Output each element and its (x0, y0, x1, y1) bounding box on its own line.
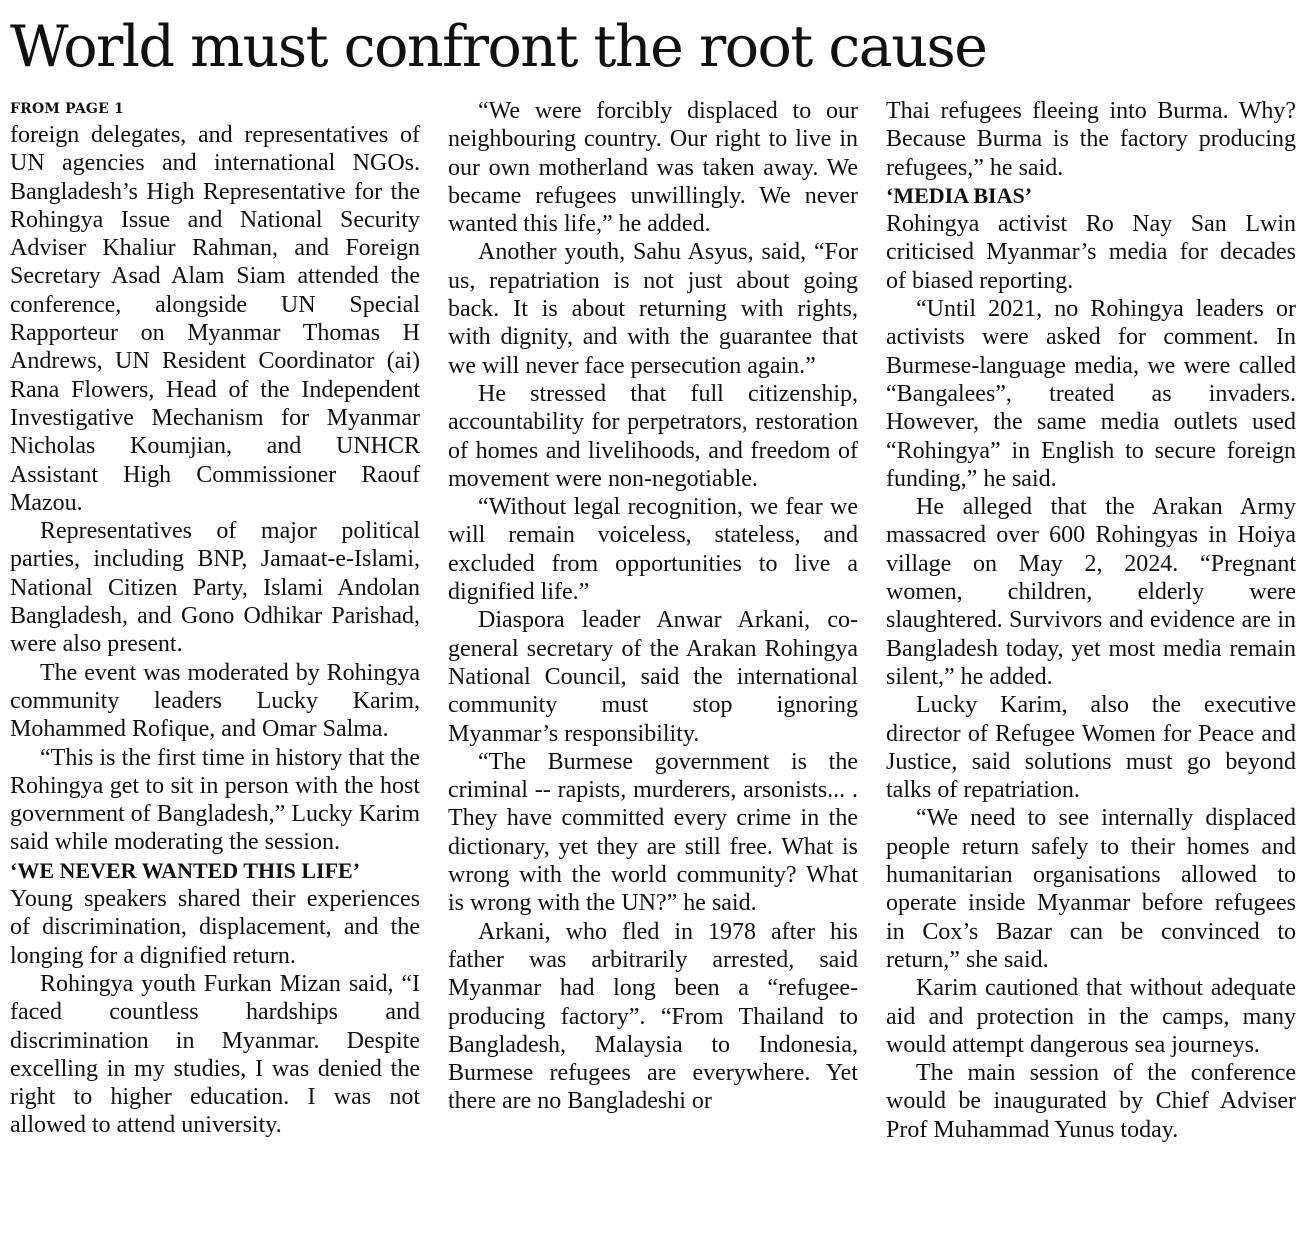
paragraph: Arkani, who fled in 1978 after his father was arbitrarily arrested, said Myanmar had long been a “refugee-producing factory”. “From Thailand to Bangladesh, Malaysia to Indonesia, Burmese refugees are everywhere. Yet there are no Bangladeshi or (448, 918, 858, 1115)
paragraph: The event was moderated by Rohingya community leaders Lucky Karim, Mohammed Rofique, and Omar Salma. (10, 659, 420, 743)
article-column-3 (886, 97, 1296, 1144)
paragraph: Karim cautioned that without adequate aid and protection in the camps, many would attempt dangerous sea journeys. (886, 975, 1296, 1058)
subheading: ‘WE NEVER WANTED THIS LIFE’ (10, 857, 361, 883)
paragraph: “We were forcibly displaced to our neighbouring country. Our right to live in our own motherland was taken away. We became refugees unwillingly. We never wanted this life,” he added. (448, 98, 858, 238)
headline: World must confront the root cause (10, 14, 987, 80)
paragraph: The main session of the conference would be inaugurated by Chief Adviser Prof Muhammad Yunus today. (886, 1060, 1296, 1143)
paragraph: “We need to see internally displaced people return safely to their homes and humanitarian organisations allowed to operate inside Myanmar before refugees in Cox’s Bazar can be convinced to return,” she said. (886, 805, 1296, 973)
continuation-kicker: FROM PAGE 1 (10, 101, 124, 117)
paragraph: Another youth, Sahu Asyus, said, “For us, repatriation is not just about going back. It is about returning with rights, with dignity, and with the guarantee that we will never face persecution again.” (448, 239, 858, 379)
paragraph: He alleged that the Arakan Army massacred over 600 Rohingyas in Hoiya village on May 2, 2024. “Pregnant women, children, elderly were slaughtered. Survivors and evidence are in Bangladesh today, yet most media remain silent,” he added. (886, 494, 1296, 690)
article-column-2 (448, 97, 858, 1116)
paragraph: Diaspora leader Anwar Arkani, co-general secretary of the Arakan Rohingya National Council, said the international community must stop ignoring Myanmar’s responsibility. (448, 607, 858, 747)
subheading: ‘MEDIA BIAS’ (886, 182, 1033, 208)
paragraph: Thai refugees fleeing into Burma. Why? Because Burma is the factory producing refugees,” he said. (886, 98, 1296, 181)
paragraph: “The Burmese government is the criminal -- rapists, murderers, arsonists... . They have committed every crime in the dictionary, yet they are still free. What is wrong with the world community? What is wrong with the UN?” he said. (448, 748, 858, 917)
paragraph: Young speakers shared their experiences of discrimination, displacement, and the longing for a dignified return. (10, 886, 420, 969)
paragraph: “Without legal recognition, we fear we will remain voiceless, stateless, and excluded from opportunities to live a dignified life.” (448, 494, 858, 606)
paragraph: Rohingya youth Furkan Mizan said, “I faced countless hardships and discrimination in Myanmar. Despite excelling in my studies, I was denied the right to higher education. I was not allowed to attend university. (10, 970, 420, 1139)
paragraph: foreign delegates, and representatives of UN agencies and international NGOs. Bangladesh’s High Representative for the Rohingya Issue and National Security Adviser Khaliur Rahman, and Foreign Secretary Asad Alam Siam attended the conference, alongside UN Special Rapporteur on Myanmar Thomas H Andrews, UN Resident Coordinator (ai) Rana Flowers, Head of the Independent Investigative Mechanism for Myanmar Nicholas Koumjian, and UNHCR Assistant High Commissioner Raouf Mazou. (10, 122, 420, 516)
paragraph: Representatives of major political parties, including BNP, Jamaat-e-Islami, National Citizen Party, Islami Andolan Bangladesh, and Gono Odhikar Parishad, were also present. (10, 518, 420, 658)
paragraph: “This is the first time in history that the Rohingya get to sit in person with the host government of Bangladesh,” Lucky Karim said while moderating the session. (10, 744, 420, 856)
paragraph: He stressed that full citizenship, accountability for perpetrators, restoration of homes and livelihoods, and freedom of movement were non-negotiable. (448, 380, 858, 492)
paragraph: Lucky Karim, also the executive director of Refugee Women for Peace and Justice, said solutions must go beyond talks of repatriation. (886, 692, 1296, 804)
paragraph: Rohingya activist Ro Nay San Lwin criticised Myanmar’s media for decades of biased reporting. (886, 211, 1296, 294)
article-column-1 (10, 97, 420, 1140)
paragraph: “Until 2021, no Rohingya leaders or activists were asked for comment. In Burmese-language media, we were called “Bangalees”, treated as invaders. However, the same media outlets used “Rohingya” in English to secure foreign funding,” he said. (886, 296, 1296, 492)
